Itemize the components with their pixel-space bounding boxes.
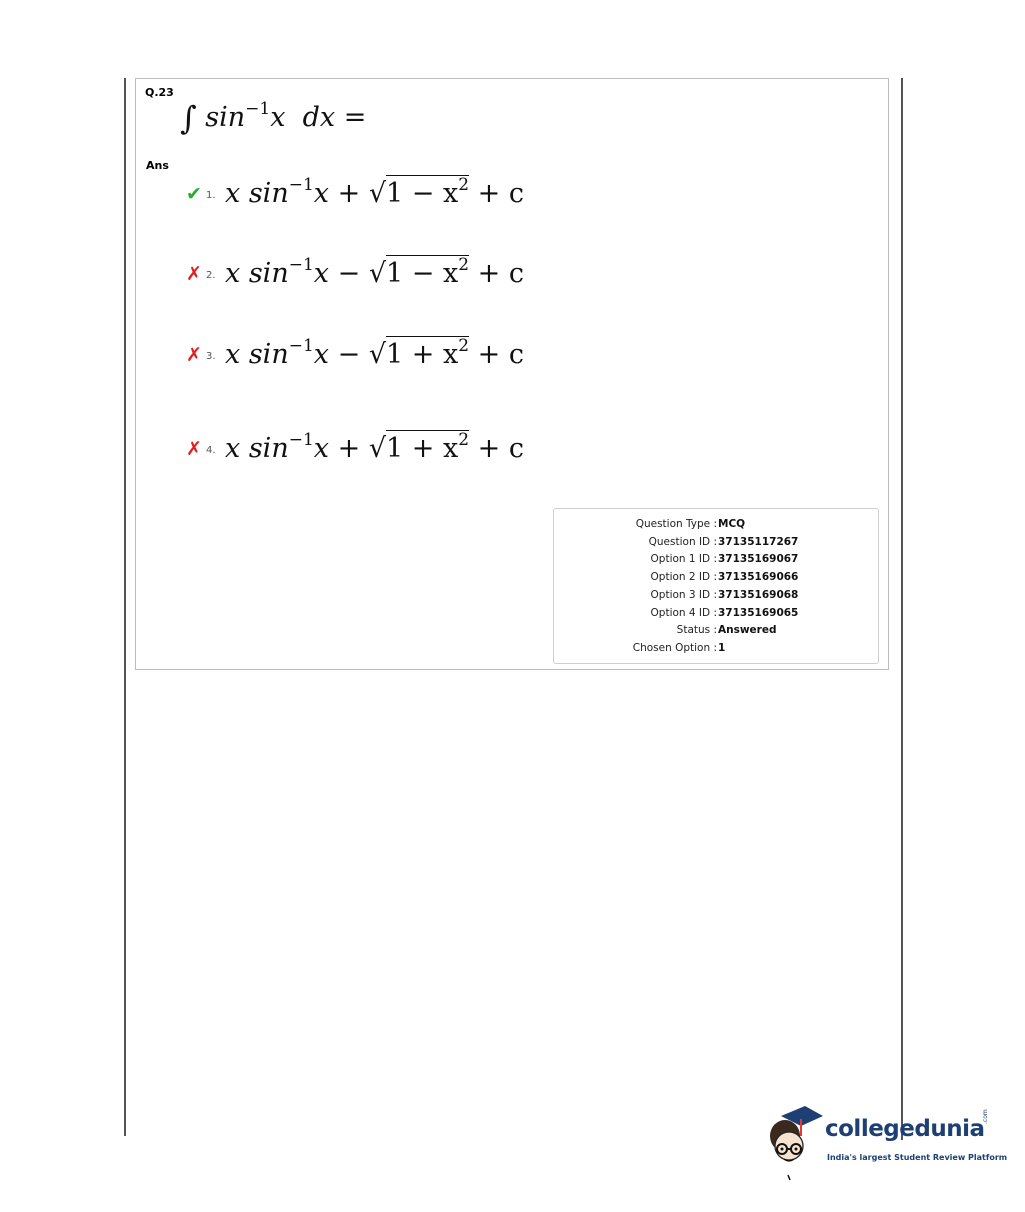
option-var: x [313, 339, 330, 370]
option-fn: sin [248, 258, 289, 289]
info-label: Option 3 ID : [650, 588, 717, 601]
info-label: Option 2 ID : [650, 571, 717, 584]
mascot-icon [765, 1102, 825, 1182]
option-x: x [225, 178, 241, 209]
option-radicand-sup: 2 [458, 255, 470, 275]
option-fn: sin [248, 339, 289, 370]
option-inverse-sup: −1 [288, 175, 314, 195]
option-x: x [225, 339, 241, 370]
option-expression [225, 257, 524, 287]
question-equals: = [343, 102, 367, 133]
info-label: Option 4 ID : [650, 606, 717, 619]
question-panel [135, 78, 889, 670]
info-label: Question ID : [648, 535, 717, 548]
question-inverse-sup: −1 [245, 99, 271, 119]
option-inverse-sup: −1 [288, 430, 314, 450]
answer-label: Ans [146, 159, 169, 172]
option-inverse-sup: −1 [288, 336, 314, 356]
option-expression [225, 177, 524, 207]
option-number: 1. [206, 190, 216, 201]
page-left-rule [124, 78, 126, 1136]
option-x: x [225, 258, 241, 289]
sqrt-icon: √ [368, 178, 387, 209]
sqrt-icon: √ [368, 339, 387, 370]
collegedunia-logo [765, 1102, 1008, 1182]
question-number: Q.23 [145, 86, 174, 99]
option-sign: + [337, 178, 361, 209]
option-fn: sin [248, 178, 289, 209]
question-differential: dx [302, 102, 336, 133]
logo-wordmark: collegedunia [825, 1116, 985, 1142]
integral-sign: ∫ [180, 99, 197, 137]
option-fn: sin [248, 433, 289, 464]
option-expression [225, 432, 524, 462]
option-radicand-sup: 2 [458, 175, 470, 195]
option-sign: − [337, 258, 361, 289]
info-value: 37135169068 [718, 588, 799, 601]
option-radicand-sup: 2 [458, 430, 470, 450]
info-label: Question Type : [635, 518, 717, 530]
question-var: x [270, 102, 286, 133]
cross-icon: ✗ [186, 344, 202, 366]
option-number: 4. [206, 445, 216, 456]
logo-suffix: .com [982, 1109, 989, 1124]
cross-icon: ✗ [186, 438, 202, 460]
info-value: 37135169067 [718, 553, 799, 566]
page-right-rule [901, 78, 903, 1140]
info-value: 37135169065 [718, 606, 799, 619]
option-tail: + c [477, 433, 524, 464]
cross-icon: ✗ [186, 263, 202, 285]
sqrt-icon: √ [368, 258, 387, 289]
option-radicand-sup: 2 [458, 336, 470, 356]
option-sign: − [337, 339, 361, 370]
option-number: 3. [206, 351, 216, 362]
info-value: 37135169066 [718, 571, 799, 584]
info-value: 37135117267 [718, 535, 799, 548]
option-radicand: $1 - x^2$ [386, 255, 470, 289]
option-tail: + c [477, 258, 524, 289]
option-x: x [225, 433, 241, 464]
info-label: Chosen Option : [632, 641, 717, 654]
question-fn: sin [205, 102, 246, 133]
question-expression [180, 99, 367, 137]
info-value: Answered [718, 624, 777, 637]
info-label: Status : [676, 624, 717, 637]
option-radicand: $1 - x^2$ [386, 175, 470, 209]
option-var: x [313, 178, 330, 209]
info-value: MCQ [718, 518, 746, 530]
option-var: x [313, 258, 330, 289]
info-value: 1 [718, 641, 726, 654]
sqrt-icon: √ [368, 433, 387, 464]
checkmark-icon: ✔ [186, 183, 202, 205]
option-inverse-sup: −1 [288, 255, 314, 275]
option-var: x [313, 433, 330, 464]
option-tail: + c [477, 339, 524, 370]
question-info-box [553, 508, 879, 664]
option-number: 2. [206, 270, 216, 281]
info-label: Option 1 ID : [650, 553, 717, 566]
option-radicand: $1 + x^2$ [386, 430, 470, 464]
option-tail: + c [477, 178, 524, 209]
logo-tagline: India's largest Student Review Platform [827, 1153, 1008, 1162]
option-expression [225, 338, 524, 368]
option-sign: + [337, 433, 361, 464]
option-radicand: $1 + x^2$ [386, 336, 470, 370]
